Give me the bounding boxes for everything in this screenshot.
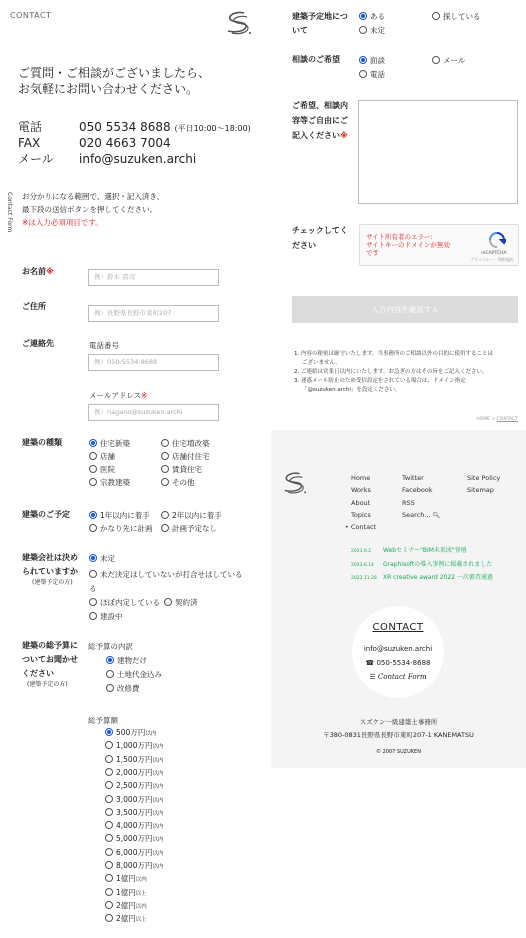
company-option[interactable]: 未定 — [89, 554, 115, 564]
footer-search[interactable]: Search... 🔍︎ — [402, 510, 441, 519]
site-label: 建築予定地につ いて — [292, 12, 348, 35]
company-option[interactable]: 契約済 — [164, 598, 198, 608]
site-option[interactable]: 未定 — [359, 26, 385, 36]
total-budget-label: 総予算額 — [88, 716, 118, 725]
schedule-label: 建築のご予定 — [22, 510, 70, 519]
footer-nav-twitter[interactable]: Twitter — [402, 474, 424, 482]
address-input[interactable]: 例）長野県長野市東町207 — [88, 305, 219, 322]
total-budget-option[interactable]: 500万円以内 — [105, 728, 156, 739]
total-budget-option[interactable]: 2億円以内 — [105, 901, 147, 912]
footer — [271, 430, 526, 768]
footer-nav-col1 — [345, 472, 377, 533]
check-label: チェックしてく ださい — [292, 226, 348, 250]
total-budget-option[interactable]: 3,500万円以内 — [105, 808, 164, 819]
footer-nav-contact[interactable]: • Contact — [345, 523, 377, 532]
privacy-notes: 1. 内容の秘密は厳守いたします。当事務所のご相談以外の目的に使用することは ございません。 2. ご連絡は営業日以内にいたします。お急ぎの方はその旨をご記入ください。 3. 迷惑メール防止のため受信設定をされている場合は、ドメイン指定 「@suzuken.archi」を設定ください。 — [294, 351, 494, 393]
total-budget-option[interactable]: 2,500万円以内 — [105, 781, 164, 792]
address-label: ご住所 — [22, 302, 46, 311]
copyright: © 2007 SUZUKEN — [376, 749, 421, 755]
building-type-option[interactable]: 店舗付住宅 — [161, 452, 210, 462]
card-mail[interactable]: info@suzuken.archi — [363, 645, 433, 653]
footer-nav-home[interactable]: Home — [351, 474, 371, 482]
building-type-option[interactable]: その他 — [161, 478, 195, 488]
contact-label: ご連絡先 — [22, 339, 54, 348]
fax-label: FAX — [18, 136, 41, 150]
footer-nav-col3 — [467, 472, 500, 497]
search-icon: 🔍︎ — [432, 511, 441, 519]
footer-nav-rss[interactable]: RSS — [402, 498, 415, 507]
card-form[interactable]: ☰ Contact Form — [369, 673, 427, 681]
fax-value: 020 4663 7004 — [79, 136, 171, 150]
name-input[interactable]: 例）鈴木 責司 — [88, 269, 219, 286]
side-label: Contact Form — [6, 192, 13, 233]
consult-option[interactable]: 面談 — [359, 56, 385, 66]
schedule-option[interactable]: かなり先に計画 — [89, 524, 153, 534]
site-option[interactable]: ある — [359, 12, 385, 22]
captcha-error: サイト所有者のエラー: サイトキーのドメインが無効 です — [366, 233, 450, 257]
submit-button[interactable]: 入力内容を確認する — [292, 296, 518, 323]
total-budget-option[interactable]: 8,000万円以内 — [105, 861, 164, 872]
building-type-option[interactable]: 住宅増改築 — [161, 439, 210, 449]
total-budget-option[interactable]: 1億円以上 — [105, 888, 147, 899]
news-list — [351, 545, 493, 586]
breadcrumb-current: CONTACT — [496, 417, 518, 422]
message-textarea[interactable] — [358, 100, 518, 204]
footer-nav-works[interactable]: Works — [351, 486, 371, 495]
budget-label: 建築の総予算に ついてお聞かせ ください (建築予定の方) — [22, 641, 78, 688]
instructions: お分かりになる範囲で、選択・記入済き、 最下段の送信ボタンを押してください。 ※は入力必須項目です。 — [22, 192, 165, 227]
building-type-option[interactable]: 店舗 — [89, 452, 115, 462]
news-item[interactable]: 2023.6.14 Graphisoftの導入事例に掲載されました — [351, 560, 493, 568]
company-option[interactable]: 建設中 — [89, 612, 123, 622]
schedule-option[interactable]: 1年以内に着手 — [89, 511, 150, 521]
email-input[interactable]: 例）nagano@suzuken.archi — [88, 404, 219, 421]
total-budget-option[interactable]: 1,500万円以内 — [105, 755, 164, 766]
tel-value[interactable]: 050 5534 8688 (平日10:00〜18:00) — [79, 120, 251, 134]
phone-icon: ☎︎ — [365, 659, 375, 667]
news-item[interactable]: 2022.11.28 XR creative award 2022 一次審査通過 — [351, 574, 493, 581]
name-label: お名前※ — [22, 267, 54, 276]
footer-nav-facebook[interactable]: Facebook — [402, 486, 433, 495]
total-budget-option[interactable]: 3,000万円以内 — [105, 795, 164, 806]
breadcrumb: HOME > CONTACT — [476, 417, 518, 422]
site-option[interactable]: 探している — [432, 12, 481, 22]
breakdown-label: 総予算の内訳 — [88, 642, 133, 651]
footer-nav-topics[interactable]: Topics — [351, 510, 371, 519]
recaptcha-brand: reCAPTCHA — [481, 251, 507, 256]
tel-label: 電話 — [18, 120, 43, 134]
intro-text: ご質問・ご相談がございましたら、 お気軽にお問い合わせください。 — [18, 66, 211, 96]
total-budget-option[interactable]: 5,000万円以内 — [105, 834, 164, 845]
company-option-wrap: る — [89, 584, 97, 593]
email-sublabel: メールアドレス※ — [89, 391, 148, 400]
recaptcha-links[interactable]: プライバシー - 利用規約 — [470, 257, 514, 262]
schedule-option[interactable]: 計画予定なし — [161, 524, 217, 534]
total-budget-option[interactable]: 2,000万円以内 — [105, 768, 164, 779]
company-option[interactable]: 未だ決定はしていないが打合せはしている — [89, 570, 243, 580]
footer-logo[interactable] — [279, 470, 309, 496]
card-title: CONTACT — [372, 622, 424, 633]
breadcrumb-home[interactable]: HOME — [476, 417, 490, 422]
list-icon: ☰ — [369, 673, 376, 681]
breakdown-option[interactable]: 改修費 — [106, 684, 140, 694]
phone-sublabel: 電話番号 — [89, 341, 119, 350]
schedule-option[interactable]: 2年以内に着手 — [161, 511, 222, 521]
breakdown-option[interactable]: 建物だけ — [106, 656, 147, 666]
recaptcha-widget[interactable] — [359, 224, 519, 266]
mail-label: メール — [18, 152, 54, 166]
breakdown-option[interactable]: 土地代金込み — [106, 670, 162, 680]
recaptcha-icon — [488, 231, 506, 249]
consult-label: 相談のご希望 — [292, 55, 340, 64]
footer-nav-col2 — [402, 472, 440, 522]
company-label: 建築会社は決め られていますか (建築予定の方) — [22, 553, 78, 586]
mail-value[interactable]: info@suzuken.archi — [79, 152, 197, 166]
building-type-label: 建築の種類 — [22, 438, 62, 447]
footer-nav-sitemap[interactable]: Sitemap — [467, 486, 494, 495]
contact-card[interactable] — [352, 606, 444, 698]
total-budget-option[interactable]: 6,000万円以内 — [105, 848, 164, 859]
company-option[interactable]: ほぼ内定している — [89, 598, 160, 608]
total-budget-option[interactable]: 2億円以上 — [105, 914, 147, 925]
message-label: ご希望、相談内 容等ご自由にご 記入ください※ — [292, 101, 348, 140]
card-tel[interactable]: ☎︎ 050-5534-8688 — [365, 659, 431, 667]
building-type-option[interactable]: 賃貸住宅 — [161, 465, 202, 475]
footer-nav-site-policy[interactable]: Site Policy — [467, 474, 501, 482]
page-header-label: CONTACT — [10, 11, 52, 20]
building-type-option[interactable]: 宗教建築 — [89, 478, 130, 488]
total-budget-option[interactable]: 4,000万円以内 — [105, 821, 164, 832]
office-address: 〒380-0831長野県長野市東町207-1 KANEMATSU — [323, 731, 474, 739]
total-budget-option[interactable]: 1億円以内 — [105, 874, 147, 885]
news-item[interactable]: 2023.9.2 Webセミナー"BIM未来図"登壇 — [351, 547, 467, 554]
phone-input[interactable]: 例）050-5534-8688 — [88, 354, 219, 371]
total-budget-option[interactable]: 1,000万円以内 — [105, 741, 164, 752]
suzuken-logo[interactable] — [222, 9, 254, 37]
office-name: スズケン一級建築士事務所 — [359, 718, 438, 726]
footer-nav-about[interactable]: About — [351, 498, 371, 507]
consult-option[interactable]: メール — [432, 56, 465, 66]
consult-option[interactable]: 電話 — [359, 70, 385, 80]
building-type-option[interactable]: 住宅新築 — [89, 439, 130, 449]
building-type-option[interactable]: 医院 — [89, 465, 115, 475]
